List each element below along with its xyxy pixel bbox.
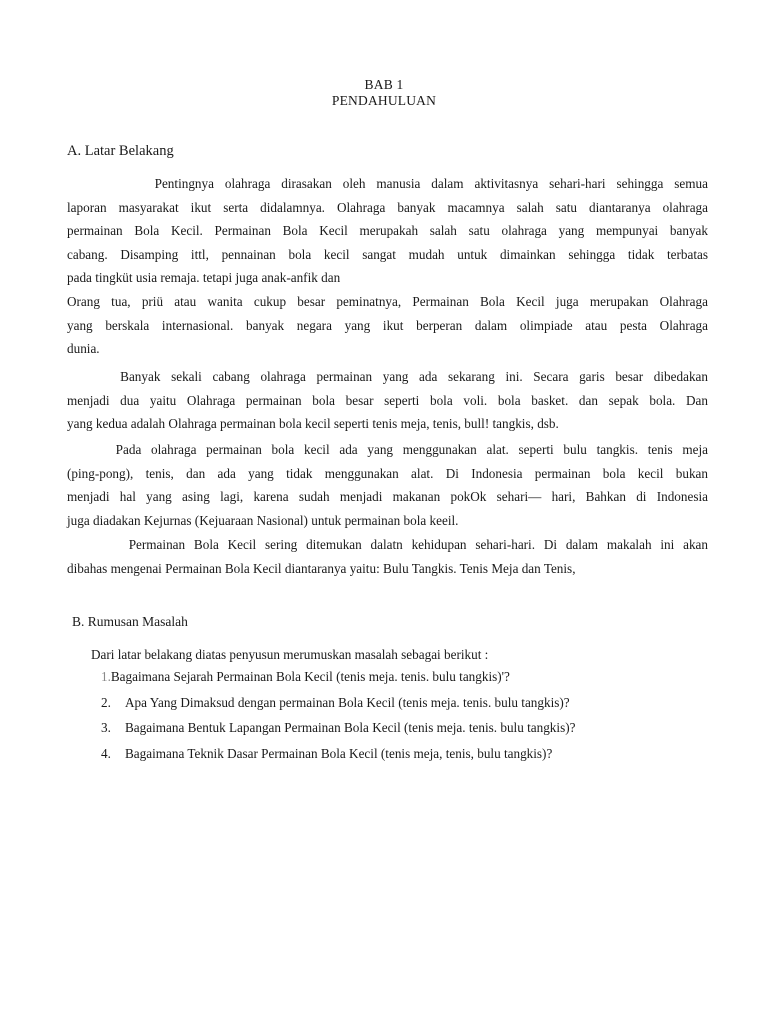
paragraph-line: cabang. Disamping ittl, pennainan bola kecil sangat mudah untuk dimainkan sehingga tidak terbatas xyxy=(67,246,708,262)
paragraph-line: menjadi dua yaitu Olahraga permainan bola besar seperti bola voli. bola basket. dan sepak bola. Dan xyxy=(67,392,708,408)
paragraph-line: (ping-pong), tenis, dan ada yang tidak menggunakan alat. Di Indonesia permainan bola kecil bukan xyxy=(67,465,708,481)
list-item xyxy=(101,719,575,737)
list-item-number: 1. xyxy=(101,669,111,684)
paragraph-line: juga diadakan Kejurnas (Kejuaraan Nasional) untuk permainan bola keeil. xyxy=(67,512,459,528)
list-item xyxy=(101,745,552,763)
paragraph-line: menjadi hal yang asing lagi, karena sudah menjadi makanan pokOk sehari— hari, Bahkan di Indonesia xyxy=(67,489,708,504)
paragraph-line: laporan masyarakat ikut serta didalamnya. Olahraga banyak macamnya salah satu diantaranya olahraga xyxy=(67,199,708,215)
paragraph-line: pada tingküt usia remaja. tetapi juga anak-anfik dan xyxy=(67,270,341,285)
paragraph-line: Pentingnya olahraga dirasakan oleh manusia dalam aktivitasnya sehari-hari sehingga semua xyxy=(67,176,708,191)
paragraph-line: yang kedua adalah Olahraga permainan bola kecil seperti tenis meja, tenis, bull! tangkis, dsb. xyxy=(67,416,559,431)
section-b-intro: Dari latar belakang diatas penyusun merumuskan masalah sebagai berikut : xyxy=(91,647,489,662)
chapter-title: PENDAHULUAN xyxy=(331,93,437,108)
list-item-text: Bagaimana Teknik Dasar Permainan Bola Kecil (tenis meja, tenis, bulu tangkis)? xyxy=(125,746,553,761)
paragraph-line: Permainan Bola Kecil sering ditemukan dalatn kehidupan sehari-hari. Di dalam makalah ini akan xyxy=(67,537,708,552)
list-item-number: 3. xyxy=(101,720,111,735)
chapter-number: BAB 1 xyxy=(364,77,404,92)
list-item xyxy=(101,668,510,686)
paragraph-line: yang berskala internasional. banyak negara yang ikut berperan dalam olimpiade atau pesta Olahraga xyxy=(67,317,708,333)
list-item-number: 2. xyxy=(101,695,111,710)
paragraph-1 xyxy=(67,172,708,290)
paragraph-line: dibahas mengenai Permainan Bola Kecil diantaranya yaitu: Bulu Tangkis. Tenis Meja dan Tenis, xyxy=(67,560,576,576)
paragraph-3 xyxy=(67,365,708,436)
list-item-number: 4. xyxy=(101,746,111,761)
paragraph-line: dunia. xyxy=(67,341,100,356)
paragraph-4 xyxy=(67,438,708,532)
paragraph-5 xyxy=(67,533,708,580)
paragraph-line: Orang tua, priü atau wanita cukup besar peminatnya, Permainan Bola Kecil juga merupakan Olahraga xyxy=(67,294,708,309)
list-item-text: Apa Yang Dimaksud dengan permainan Bola Kecil (tenis meja. tenis. bulu tangkis)? xyxy=(125,695,570,710)
paragraph-line: Banyak sekali cabang olahraga permainan yang ada sekarang ini. Secara garis besar dibedakan xyxy=(67,369,708,384)
paragraph-line: Pada olahraga permainan bola kecil ada yang menggunakan alat. seperti bulu tangkis. tenis meja xyxy=(67,442,708,457)
list-item-text: Bagaimana Bentuk Lapangan Permainan Bola Kecil (tenis meja. tenis. bulu tangkis)? xyxy=(125,720,576,735)
list-item-text: Bagaimana Sejarah Permainan Bola Kecil (tenis meja. tenis. bulu tangkis)'? xyxy=(110,669,510,684)
section-a-heading: A. Latar Belakang xyxy=(67,143,174,159)
section-b-heading: B. Rumusan Masalah xyxy=(72,614,188,629)
paragraph-2 xyxy=(67,290,708,361)
list-item xyxy=(101,694,570,712)
paragraph-line: permainan Bola Kecil. Permainan Bola Kecil merupakah salah satu olahraga yang mempunyai banyak xyxy=(67,223,708,238)
